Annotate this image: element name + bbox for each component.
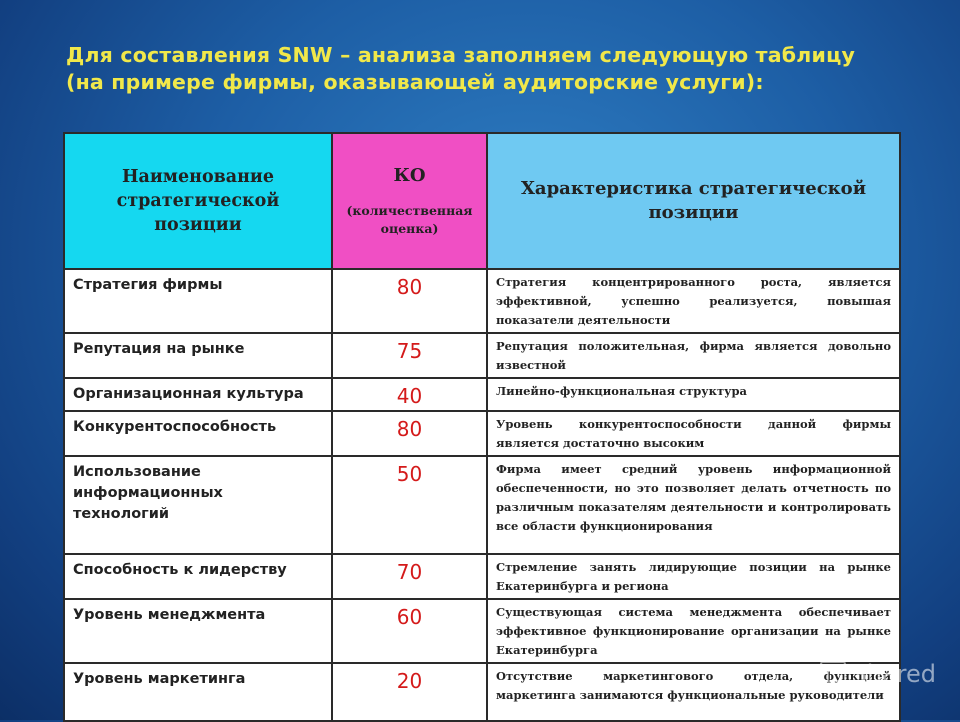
- header-ko-note: (количественная оценка): [346, 202, 473, 236]
- slideshare-icon: [820, 661, 846, 687]
- row-name: Способность к лидерству: [64, 554, 332, 599]
- table-row: [64, 378, 900, 411]
- row-description: Отсутствие маркетингового отдела, функцией маркетинга занимаются функциональные руководители: [487, 663, 900, 721]
- slide-title: Для составления SNW – анализа заполняем следующую таблицу (на примере фирмы, оказывающей аудиторские услуги):: [66, 43, 856, 94]
- row-score: 50: [332, 456, 487, 554]
- table-row: [64, 269, 900, 333]
- table-row: [64, 663, 900, 721]
- row-description: Репутация положительная, фирма является довольно известной: [487, 333, 900, 378]
- header-ko: [332, 133, 487, 269]
- row-name: Конкурентоспособность: [64, 411, 332, 456]
- table-header-row: [64, 133, 900, 269]
- table-row: [64, 456, 900, 554]
- table-row: [64, 554, 900, 599]
- row-score: 40: [332, 378, 487, 411]
- table-row: [64, 599, 900, 663]
- row-score: 60: [332, 599, 487, 663]
- header-name: Наименование стратегической позиции: [64, 133, 332, 269]
- row-description: Уровень конкурентоспособности данной фирмы является достаточно высоким: [487, 411, 900, 456]
- row-name: Использование информационных технологий: [64, 456, 332, 554]
- table-row: [64, 333, 900, 378]
- table-row: [64, 411, 900, 456]
- row-score: 75: [332, 333, 487, 378]
- row-description: Фирма имеет средний уровень информационной обеспеченности, но это позволяет делать отчетность по различным показателям деятельности и контролировать все области функционирования: [487, 456, 900, 554]
- row-description: Существующая система менеджмента обеспечивает эффективное функционирование организации на рынке Екатеринбурга: [487, 599, 900, 663]
- row-score: 20: [332, 663, 487, 721]
- row-name: Уровень маркетинга: [64, 663, 332, 721]
- row-name: Уровень менеджмента: [64, 599, 332, 663]
- row-description: Стремление занять лидирующие позиции на рынке Екатеринбурга и региона: [487, 554, 900, 599]
- row-name: Репутация на рынке: [64, 333, 332, 378]
- watermark-text: Shared: [851, 660, 936, 688]
- snw-table: [63, 132, 901, 722]
- header-ko-title: КО: [393, 164, 426, 186]
- snw-table-container: [63, 132, 899, 702]
- header-description: Характеристика стратегической позиции: [487, 133, 900, 269]
- row-score: 80: [332, 269, 487, 333]
- row-description: Стратегия концентрированного роста, является эффективной, успешно реализуется, повышая показатели деятельности: [487, 269, 900, 333]
- row-name: Стратегия фирмы: [64, 269, 332, 333]
- row-description: Линейно-функциональная структура: [487, 378, 900, 411]
- row-name: Организационная культура: [64, 378, 332, 411]
- row-score: 70: [332, 554, 487, 599]
- watermark: [820, 660, 937, 688]
- row-score: 80: [332, 411, 487, 456]
